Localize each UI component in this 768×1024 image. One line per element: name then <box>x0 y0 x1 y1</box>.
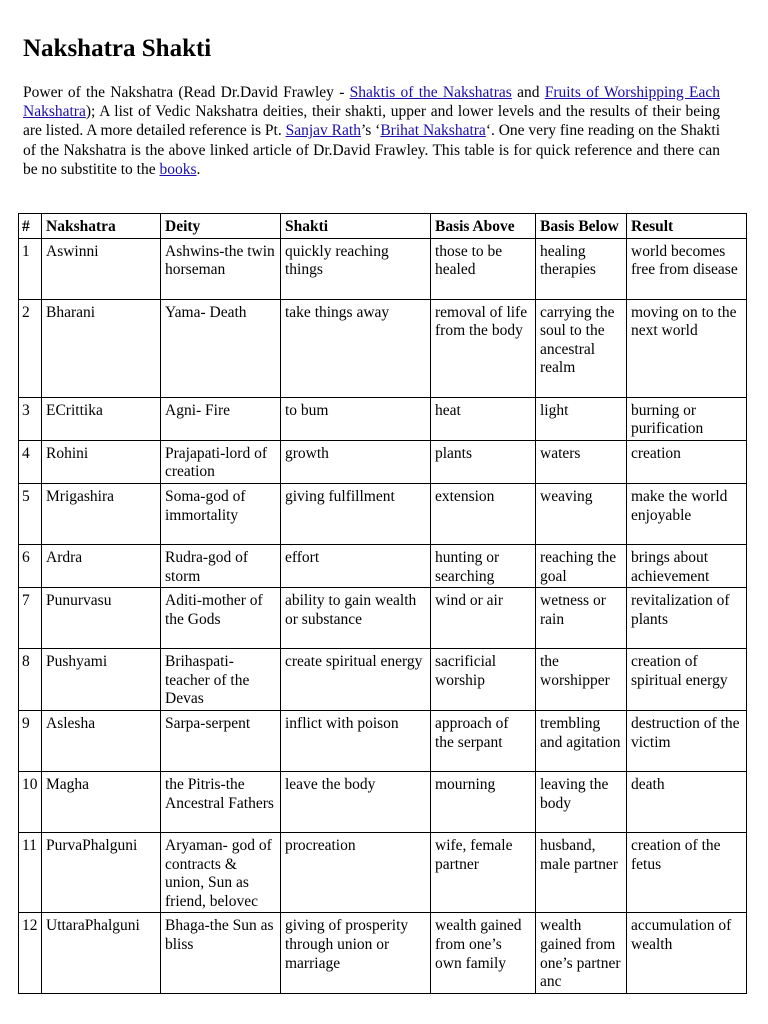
header-shakti: Shakti <box>281 214 431 239</box>
cell-deity: Bhaga-the Sun as bliss <box>161 913 281 993</box>
cell-deity: Agni- Fire <box>161 397 281 440</box>
cell-shakti: growth <box>281 440 431 483</box>
cell-nakshatra: Pushyami <box>42 649 161 711</box>
cell-deity: Brihaspati-teacher of the Devas <box>161 649 281 711</box>
cell-basis-below: the worshipper <box>536 649 627 711</box>
intro-text-3: ); A list of Vedic Nakshatra deities, their shakti, upper and lower levels and the results of their being are listed. A more detailed reference is Pt. <box>23 103 720 140</box>
cell-basis-above: plants <box>431 440 536 483</box>
cell-deity: Ashwins-the twin horseman <box>161 238 281 299</box>
cell-deity: Sarpa-serpent <box>161 710 281 771</box>
table-body <box>19 238 747 993</box>
cell-shakti: effort <box>281 544 431 587</box>
cell-basis-above: extension <box>431 483 536 544</box>
cell-shakti: ability to gain wealth or substance <box>281 588 431 649</box>
cell-basis-above: wealth gained from one’s own family <box>431 913 536 993</box>
table-row <box>19 913 747 993</box>
cell-result: accumulation of wealth <box>627 913 747 993</box>
cell-deity: Aryaman- god of contracts & union, Sun as friend, belovec <box>161 832 281 912</box>
cell-basis-below: healing therapies <box>536 238 627 299</box>
cell-basis-above: wind or air <box>431 588 536 649</box>
table-header-row <box>19 214 747 239</box>
table-row <box>19 710 747 771</box>
link-brihat-nakshatra[interactable]: Brihat Nakshatra <box>380 122 486 140</box>
cell-shakti: to bum <box>281 397 431 440</box>
cell-number: 11 <box>19 832 42 912</box>
cell-result: brings about achievement <box>627 544 747 587</box>
intro-text-6: . <box>196 160 201 178</box>
cell-basis-above: approach of the serpant <box>431 710 536 771</box>
cell-number: 3 <box>19 397 42 440</box>
header-number: # <box>19 214 42 239</box>
table-row <box>19 299 747 397</box>
cell-basis-above: removal of life from the body <box>431 299 536 397</box>
table-row <box>19 544 747 587</box>
cell-deity: Prajapati-lord of creation <box>161 440 281 483</box>
link-books[interactable]: books <box>159 160 197 178</box>
link-sanjav-rath[interactable]: Sanjav Rath <box>285 122 361 140</box>
cell-basis-above: hunting or searching <box>431 544 536 587</box>
cell-result: death <box>627 771 747 832</box>
table-row <box>19 440 747 483</box>
cell-basis-below: carrying the soul to the ancestral realm <box>536 299 627 397</box>
cell-number: 12 <box>19 913 42 993</box>
cell-basis-below: wetness or rain <box>536 588 627 649</box>
header-result: Result <box>627 214 747 239</box>
cell-result: world becomes free from disease <box>627 238 747 299</box>
cell-result: burning or purification <box>627 397 747 440</box>
cell-shakti: giving of prosperity through union or marriage <box>281 913 431 993</box>
cell-basis-above: mourning <box>431 771 536 832</box>
cell-shakti: create spiritual energy <box>281 649 431 711</box>
page-title: Nakshatra Shakti <box>23 35 212 62</box>
intro-text-5: ‘. One very fine reading on the Shakti of the Nakshatra is the above linked article of Dr.David Frawley. This table is for quick reference and there can be no substitite to the <box>23 122 721 178</box>
intro-text-1: Power of the Nakshatra (Read Dr.David Frawley - <box>23 84 350 101</box>
cell-nakshatra: Punurvasu <box>42 588 161 649</box>
cell-basis-below: weaving <box>536 483 627 544</box>
cell-number: 9 <box>19 710 42 771</box>
intro-text-4: ’s ‘ <box>360 122 381 140</box>
cell-result: destruction of the victim <box>627 710 747 771</box>
cell-basis-below: trembling and agitation <box>536 710 627 771</box>
cell-shakti: procreation <box>281 832 431 912</box>
table-row <box>19 397 747 440</box>
cell-nakshatra: Bharani <box>42 299 161 397</box>
cell-shakti: inflict with poison <box>281 710 431 771</box>
cell-nakshatra: Magha <box>42 771 161 832</box>
cell-basis-above: those to be healed <box>431 238 536 299</box>
cell-basis-below: leaving the body <box>536 771 627 832</box>
table-row <box>19 588 747 649</box>
cell-number: 4 <box>19 440 42 483</box>
cell-basis-below: light <box>536 397 627 440</box>
header-deity: Deity <box>161 214 281 239</box>
header-basis-below: Basis Below <box>536 214 627 239</box>
link-fruits-of-worshipping[interactable]: Fruits of Worshipping Each Nakshatra <box>23 84 720 121</box>
cell-nakshatra: UttaraPhalguni <box>42 913 161 993</box>
cell-nakshatra: Rohini <box>42 440 161 483</box>
cell-nakshatra: PurvaPhalguni <box>42 832 161 912</box>
intro-paragraph <box>23 83 720 179</box>
cell-result: creation of spiritual energy <box>627 649 747 711</box>
cell-deity: Yama- Death <box>161 299 281 397</box>
cell-shakti: giving fulfillment <box>281 483 431 544</box>
header-nakshatra: Nakshatra <box>42 214 161 239</box>
cell-deity: the Pitris-the Ancestral Fathers <box>161 771 281 832</box>
cell-result: moving on to the next world <box>627 299 747 397</box>
cell-basis-above: sacrificial worship <box>431 649 536 711</box>
cell-result: revitalization of plants <box>627 588 747 649</box>
table-row <box>19 649 747 711</box>
table-row <box>19 238 747 299</box>
cell-number: 6 <box>19 544 42 587</box>
header-basis-above: Basis Above <box>431 214 536 239</box>
cell-nakshatra: Aslesha <box>42 710 161 771</box>
cell-basis-above: wife, female partner <box>431 832 536 912</box>
cell-number: 2 <box>19 299 42 397</box>
cell-shakti: leave the body <box>281 771 431 832</box>
cell-shakti: take things away <box>281 299 431 397</box>
table-row <box>19 832 747 912</box>
cell-deity: Aditi-mother of the Gods <box>161 588 281 649</box>
cell-number: 1 <box>19 238 42 299</box>
table-row <box>19 483 747 544</box>
cell-basis-below: husband, male partner <box>536 832 627 912</box>
cell-shakti: quickly reaching things <box>281 238 431 299</box>
cell-deity: Rudra-god of storm <box>161 544 281 587</box>
cell-deity: Soma-god of immortality <box>161 483 281 544</box>
cell-basis-below: reaching the goal <box>536 544 627 587</box>
cell-number: 8 <box>19 649 42 711</box>
cell-basis-below: waters <box>536 440 627 483</box>
nakshatra-table <box>18 213 747 994</box>
cell-number: 5 <box>19 483 42 544</box>
intro-text-2: and <box>511 84 545 101</box>
cell-nakshatra: Mrigashira <box>42 483 161 544</box>
table-row <box>19 771 747 832</box>
cell-nakshatra: Aswinni <box>42 238 161 299</box>
cell-nakshatra: ECrittika <box>42 397 161 440</box>
cell-nakshatra: Ardra <box>42 544 161 587</box>
cell-number: 7 <box>19 588 42 649</box>
cell-number: 10 <box>19 771 42 832</box>
cell-basis-below: wealth gained from one’s partner anc <box>536 913 627 993</box>
cell-result: creation <box>627 440 747 483</box>
link-shaktis-of-the-nakshatras[interactable]: Shaktis of the Nakshatras <box>349 84 512 101</box>
cell-result: creation of the fetus <box>627 832 747 912</box>
cell-result: make the world enjoyable <box>627 483 747 544</box>
cell-basis-above: heat <box>431 397 536 440</box>
